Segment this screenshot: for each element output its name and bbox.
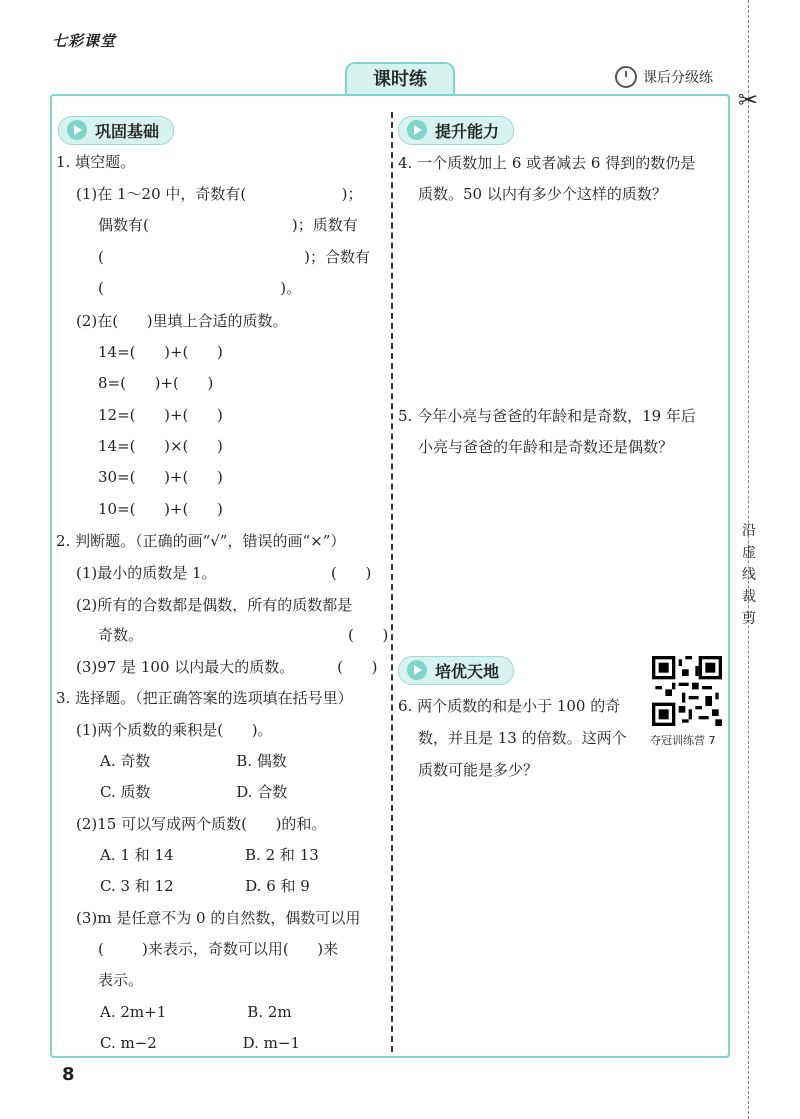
left-section-header: [58, 117, 174, 143]
q3-3-line1: (3)m 是任意不为 0 的自然数，偶数可以用: [76, 909, 361, 927]
equation-3: 12=( )+( ): [98, 406, 223, 424]
q3-1-options-ab: A. 奇数 B. 偶数: [100, 752, 287, 770]
equation-6: 10=( )+( ): [98, 500, 223, 518]
q6-line2: 数，并且是 13 的倍数。这两个: [418, 729, 627, 747]
q6-line1: 6. 两个质数的和是小于 100 的奇: [398, 697, 621, 715]
series-text: 课后分级练: [643, 70, 713, 86]
scissors-icon: ✂: [738, 86, 759, 114]
q3-2-options-ab: A. 1 和 14 B. 2 和 13: [100, 846, 319, 864]
q1-1-line1: (1)在 1～20 中，奇数有( )；: [76, 185, 363, 203]
play-icon: [67, 120, 87, 140]
q1-2-heading: (2)在( )里填上合适的质数。: [76, 312, 288, 330]
q3-3-options-cd: C. m−2 D. m−1: [100, 1034, 301, 1052]
q3-2: (2)15 可以写成两个质数( )的和。: [76, 815, 327, 833]
right-section-header-2: [398, 657, 514, 683]
q2-2-line1: (2)所有的合数都是偶数，所有的质数都是: [76, 596, 353, 614]
q2-3: (3)97 是 100 以内最大的质数。 ( ): [76, 658, 378, 676]
clock-icon: [615, 66, 637, 88]
page-number: 8: [62, 1064, 75, 1085]
q3-heading: 3. 选择题。（把正确答案的选项填在括号里）: [56, 689, 353, 707]
equation-2: 8=( )+( ): [98, 374, 214, 392]
q2-1: (1)最小的质数是 1。 ( ): [76, 564, 372, 582]
section-title: 提升能力: [435, 121, 500, 141]
q4-line2: 质数。50 以内有多少个这样的质数？: [418, 185, 667, 203]
q6-line3: 质数可能是多少？: [418, 761, 539, 779]
q3-3-options-ab: A. 2m+1 B. 2m: [100, 1003, 292, 1021]
q1-heading: 1. 填空题。: [56, 153, 136, 171]
section-title: 巩固基础: [95, 121, 160, 141]
qr-code[interactable]: [652, 656, 722, 726]
equation-5: 30=( )+( ): [98, 468, 223, 486]
q1-1-line4: ( )。: [98, 279, 302, 297]
q5-line2: 小亮与爸爸的年龄和是奇数还是偶数？: [418, 438, 674, 456]
page-title: 课时练: [345, 62, 455, 96]
q2-2-line2: 奇数。 ( ): [98, 626, 389, 644]
q2-heading: 2. 判断题。（正确的画“√”，错误的画“×”）: [56, 532, 346, 550]
q3-1-options-cd: C. 质数 D. 合数: [100, 783, 288, 801]
q3-2-options-cd: C. 3 和 12 D. 6 和 9: [100, 877, 310, 895]
section-title: 培优天地: [435, 661, 500, 681]
q3-1: (1)两个质数的乘积是( )。: [76, 721, 273, 739]
q3-3-line2: ( )来表示，奇数可以用( )来: [98, 940, 339, 958]
q4-line1: 4. 一个质数加上 6 或者减去 6 得到的数仍是: [398, 154, 696, 172]
brand-logo: 七彩课堂: [52, 32, 117, 50]
equation-4: 14=( )×( ): [98, 437, 223, 455]
cut-instruction: 沿虚线裁剪: [742, 523, 756, 627]
qr-label: 夺冠训练营 7: [650, 734, 716, 747]
equation-1: 14=( )+( ): [98, 343, 223, 361]
q1-1-line3: ( )；合数有: [98, 248, 370, 266]
q1-1-line2: 偶数有( )；质数有: [98, 216, 358, 234]
series-label: [615, 66, 713, 88]
q3-3-line3: 表示。: [98, 971, 144, 989]
play-icon: [407, 660, 427, 680]
play-icon: [407, 120, 427, 140]
q5-line1: 5. 今年小亮与爸爸的年龄和是奇数，19 年后: [398, 407, 696, 425]
right-section-header-1: [398, 117, 514, 143]
column-divider: [391, 112, 393, 1052]
